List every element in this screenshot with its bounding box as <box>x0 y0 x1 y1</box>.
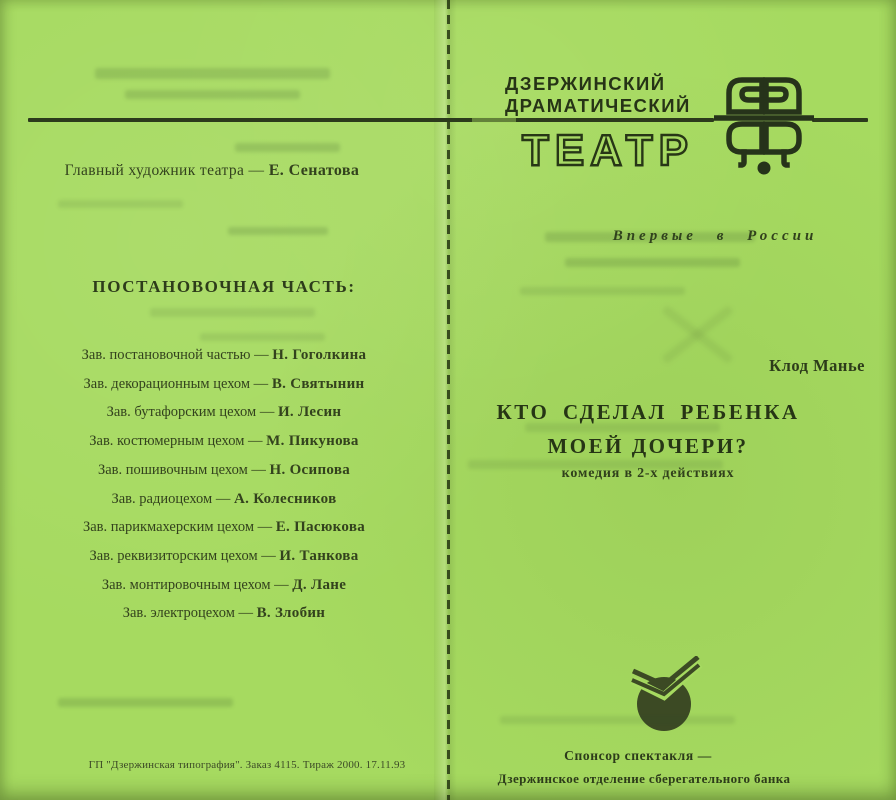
bleed-through-smudge <box>95 68 330 79</box>
bleed-through-smudge <box>525 423 720 432</box>
chief-artist-line <box>0 162 436 180</box>
bleed-through-smudge <box>125 90 300 99</box>
header-rule-right <box>812 118 868 122</box>
bleed-through-smudge <box>200 333 325 341</box>
play-author: Клод Манье <box>769 356 865 375</box>
bleed-through-smudge <box>58 698 233 707</box>
staff-row: Зав. декорационным цехом — В. Святынин <box>83 375 365 392</box>
theater-name-line1: ДЗЕРЖИНСКИЙ <box>505 73 666 94</box>
bleed-through-smudge <box>468 460 723 469</box>
premiere-note: Впервые в России <box>612 228 818 244</box>
logo-dot <box>758 162 771 175</box>
sponsor-name: Дзержинское отделение сберегательного банка <box>497 771 791 786</box>
staff-row: Зав. монтировочным цехом — Д. Лане <box>101 576 347 593</box>
bleed-through-smudge <box>235 143 340 152</box>
staff-row: Зав. пошивочным цехом — Н. Осипова <box>97 461 351 478</box>
theater-name-line2: ДРАМАТИЧЕСКИЙ <box>505 94 691 116</box>
bleed-through-smudge <box>520 287 685 295</box>
chief-artist-name: Е. Сенатова <box>268 162 360 179</box>
theater-wordmark <box>506 122 710 176</box>
print-shop-imprint: ГП "Дзержинская типография". Заказ 4115. Тираж 2000. 17.11.93 <box>88 759 406 771</box>
staff-row: Зав. электроцехом — В. Злобин <box>122 605 326 622</box>
production-section-heading: ПОСТАНОВОЧНАЯ ЧАСТЬ: <box>92 277 356 296</box>
chief-artist-role: Главный художник театра — <box>64 162 265 179</box>
staff-row: Зав. реквизиторским цехом — И. Танкова <box>89 547 359 564</box>
staff-row: Зав. костюмерным цехом — М. Пикунова <box>89 433 359 450</box>
play-title-line1: КТО СДЕЛАЛ РЕБЕНКА <box>496 400 800 424</box>
bleed-through-smudge <box>565 258 740 267</box>
staff-row: Зав. радиоцехом — А. Колесников <box>111 490 337 507</box>
staff-row: Зав. бутафорским цехом — И. Лесин <box>106 404 342 421</box>
staff-row: Зав. парикмахерским цехом — Е. Пасюкова <box>82 519 366 536</box>
bleed-through-smudge <box>228 227 328 235</box>
theater-wordmark-text: ТЕАТР <box>521 126 695 175</box>
production-staff-list <box>0 341 448 628</box>
bleed-through-smudge <box>500 716 735 724</box>
theater-logo-icon <box>714 72 814 176</box>
bleed-through-smudge <box>545 232 755 242</box>
bleed-through-smudge <box>150 308 315 317</box>
play-subtitle: комедия в 2-х действиях <box>561 466 735 481</box>
staff-row: Зав. постановочной частью — Н. Гоголкина <box>81 347 367 363</box>
bleed-through-smudge <box>58 200 183 208</box>
sberbank-logo-icon <box>628 656 706 738</box>
sponsor-label: Спонсор спектакля — <box>564 748 712 763</box>
play-title-line2: МОЕЙ ДОЧЕРИ? <box>547 434 749 458</box>
